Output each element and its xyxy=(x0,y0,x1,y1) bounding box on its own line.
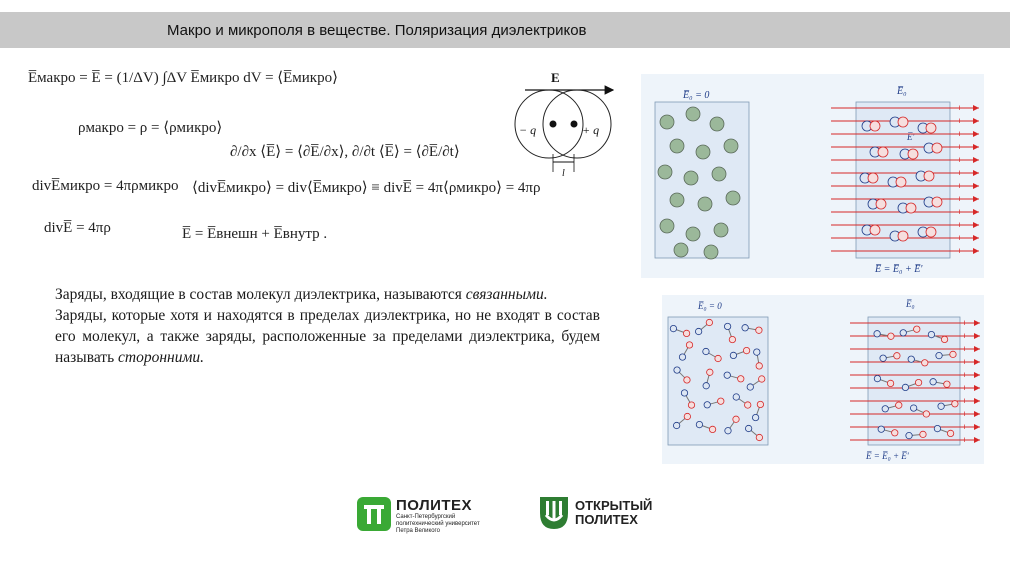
plus-sign: + xyxy=(957,142,963,152)
dipole-positive xyxy=(906,203,916,213)
molecule xyxy=(704,245,718,259)
dipole-positive xyxy=(947,430,953,436)
politech-name: ПОЛИТЕХ xyxy=(396,497,473,514)
molecule xyxy=(684,171,698,185)
plus-sign: + xyxy=(957,207,963,217)
plus-sign: + xyxy=(962,383,968,393)
formula-div-average: ⟨divE̅микро⟩ = div⟨E̅микро⟩ ≡ divE̅ = 4π⟨ρмикро⟩ = 4πρ xyxy=(192,180,541,196)
dipole-positive xyxy=(944,381,950,387)
paragraph-bound-charges xyxy=(55,284,600,305)
politech-logo-icon xyxy=(357,497,391,531)
dipole-negative xyxy=(900,330,906,336)
molecule xyxy=(726,191,740,205)
minus-sign: − xyxy=(842,246,848,256)
dipole-negative xyxy=(730,352,736,358)
dipole-negative xyxy=(696,421,702,427)
plus-sign: + xyxy=(962,409,968,419)
dipole-positive xyxy=(757,401,763,407)
dipole-positive xyxy=(718,398,724,404)
right-field-label-2: E̅₀ xyxy=(906,299,915,309)
dipole-negative xyxy=(754,349,760,355)
open-politech-line1: ОТКРЫТЫЙ xyxy=(575,498,653,513)
dipole-positive xyxy=(926,123,936,133)
plus-sign: + xyxy=(962,357,968,367)
minus-sign: − xyxy=(842,194,848,204)
dipole-positive xyxy=(920,431,926,437)
dipole-positive xyxy=(684,377,690,383)
dipole-positive xyxy=(756,434,762,440)
plus-sign: + xyxy=(957,168,963,178)
dipole-positive xyxy=(952,401,958,407)
plus-sign: + xyxy=(962,435,968,445)
dipole-negative xyxy=(747,384,753,390)
plus-sign: + xyxy=(962,396,968,406)
dipole-positive xyxy=(729,336,735,342)
figure2-caption: E̅ = E̅₀ + E̅' xyxy=(866,451,909,461)
dipole-negative xyxy=(878,426,884,432)
molecule xyxy=(670,139,684,153)
positive-charge xyxy=(571,121,578,128)
dipole-negative xyxy=(704,402,710,408)
dipole-positive xyxy=(684,413,690,419)
p1-emphasis: связанными. xyxy=(465,286,548,303)
dipole-negative xyxy=(679,354,685,360)
minus-sign: − xyxy=(842,207,848,217)
distance-label: l xyxy=(562,168,565,179)
minus-sign: − xyxy=(858,331,864,341)
plus-sign: + xyxy=(957,103,963,113)
molecule xyxy=(660,115,674,129)
minus-sign: − xyxy=(842,116,848,126)
dipole-positive xyxy=(756,327,762,333)
plus-sign: + xyxy=(957,233,963,243)
minus-sign: − xyxy=(842,142,848,152)
dipole-negative xyxy=(934,425,940,431)
open-politech-logo-icon xyxy=(538,495,570,531)
figure-nonpolar-dielectric xyxy=(641,74,984,278)
dipole-negative xyxy=(673,422,679,428)
dipole-negative xyxy=(882,406,888,412)
plus-sign: + xyxy=(957,194,963,204)
dipole-positive xyxy=(941,336,947,342)
dipole-negative xyxy=(703,383,709,389)
dipole-positive xyxy=(738,376,744,382)
plus-sign: + xyxy=(957,246,963,256)
dipole-positive xyxy=(878,147,888,157)
dipole-positive xyxy=(896,402,902,408)
minus-sign: − xyxy=(858,344,864,354)
minus-sign: − xyxy=(842,155,848,165)
definition-text xyxy=(55,284,600,368)
dipole-positive xyxy=(896,177,906,187)
dipole-positive xyxy=(759,376,765,382)
plus-sign: + xyxy=(962,370,968,380)
dipole-positive xyxy=(894,353,900,359)
right-field-label: E̅₀ xyxy=(897,86,907,97)
left-field-label: E̅₀ = 0 xyxy=(683,90,710,101)
minus-sign: − xyxy=(842,220,848,230)
inner-field-label: E̅' xyxy=(907,132,915,142)
negative-charge xyxy=(550,121,557,128)
plus-sign: + xyxy=(957,181,963,191)
plus-q-label: + q xyxy=(582,123,600,137)
dipole-positive xyxy=(876,199,886,209)
minus-sign: − xyxy=(858,396,864,406)
minus-sign: − xyxy=(842,168,848,178)
dipole-positive xyxy=(950,351,956,357)
field-e-label: E xyxy=(551,70,560,85)
molecule xyxy=(724,139,738,153)
formula-derivatives: ∂/∂x ⟨E̅⟩ = ⟨∂E̅/∂x⟩, ∂/∂t ⟨E̅⟩ = ⟨∂E̅/∂t⟩ xyxy=(230,144,460,160)
paragraph-external-charges xyxy=(55,305,600,368)
dipole-negative xyxy=(724,372,730,378)
open-politech-name xyxy=(575,499,652,527)
p1-text: Заряды, входящие в состав молекул диэлектрика, называются xyxy=(55,286,466,303)
dipole-positive xyxy=(733,416,739,422)
dipole-positive xyxy=(688,402,694,408)
dipole-negative xyxy=(906,432,912,438)
minus-sign: − xyxy=(842,129,848,139)
dipole-positive xyxy=(924,171,934,181)
dipole-negative xyxy=(695,328,701,334)
open-politech-line2: ПОЛИТЕХ xyxy=(575,512,638,527)
dipole-positive xyxy=(922,360,928,366)
dipole-positive xyxy=(683,330,689,336)
dipole-negative xyxy=(745,425,751,431)
minus-sign: − xyxy=(858,422,864,432)
dipole-negative xyxy=(908,356,914,362)
plus-sign: + xyxy=(962,422,968,432)
formulas-block xyxy=(20,62,541,257)
dipole-positive xyxy=(870,225,880,235)
molecule xyxy=(686,107,700,121)
molecule xyxy=(658,165,672,179)
dipole-positive xyxy=(709,426,715,432)
molecule xyxy=(660,219,674,233)
dipole-positive xyxy=(868,173,878,183)
molecule xyxy=(712,167,726,181)
dipole-negative xyxy=(880,355,886,361)
dipole-positive xyxy=(915,379,921,385)
left-slab-2 xyxy=(668,317,768,445)
p2-text: Заряды, которые хотя и находятся в пределах диэлектрика, но не входят в состав его молекул, а также заряды, расположенные за пределами диэлектрика, будем называть xyxy=(55,307,600,366)
molecule xyxy=(696,145,710,159)
dipole-negative xyxy=(670,325,676,331)
minus-sign: − xyxy=(842,233,848,243)
dipole-negative xyxy=(674,367,680,373)
dipole-positive xyxy=(745,402,751,408)
molecule xyxy=(714,223,728,237)
molecule xyxy=(698,197,712,211)
politech-sub-line1: Санкт-Петербургский xyxy=(396,514,456,520)
minus-sign: − xyxy=(842,181,848,191)
dipole-positive xyxy=(932,197,942,207)
dipole-positive xyxy=(923,411,929,417)
plus-sign: + xyxy=(957,155,963,165)
page-title: Макро и микрополя в веществе. Поляризация диэлектриков xyxy=(167,22,587,39)
dipole-positive xyxy=(908,149,918,159)
dipole-positive xyxy=(686,342,692,348)
dipole-negative xyxy=(910,405,916,411)
politech-sub-line2: политехнический университет xyxy=(396,521,480,527)
dipole-positive xyxy=(715,355,721,361)
dipole-positive xyxy=(898,231,908,241)
dipole-negative xyxy=(681,390,687,396)
molecule xyxy=(686,227,700,241)
dipole-negative xyxy=(733,394,739,400)
dipole-negative xyxy=(874,331,880,337)
formula-div-macro: divE̅ = 4πρ xyxy=(44,220,111,236)
plus-sign: + xyxy=(957,220,963,230)
dipole-negative xyxy=(902,384,908,390)
dipole-positive xyxy=(870,121,880,131)
figure-polar-dielectric xyxy=(662,295,984,464)
formula-div-micro: divE̅микро = 4πρмикро xyxy=(32,178,179,194)
dipole-positive xyxy=(756,363,762,369)
politech-sub-line3: Петра Великого xyxy=(396,528,440,534)
dipole-positive xyxy=(898,117,908,127)
left-field-label-2: E̅₀ = 0 xyxy=(698,301,722,311)
dipole-negative xyxy=(742,325,748,331)
dipole-positive xyxy=(892,430,898,436)
minus-q-label: − q xyxy=(519,123,537,137)
dipole-negative xyxy=(936,352,942,358)
dipole-negative xyxy=(724,323,730,329)
politech-subtitle xyxy=(396,514,480,535)
formula-density: ρмакро = ρ = ⟨ρмикро⟩ xyxy=(78,120,223,136)
minus-sign: − xyxy=(858,383,864,393)
molecule xyxy=(670,193,684,207)
dipole-diagram xyxy=(513,68,625,188)
dipole-negative xyxy=(874,375,880,381)
minus-sign: − xyxy=(858,370,864,380)
plus-sign: + xyxy=(962,318,968,328)
dipole-positive xyxy=(932,143,942,153)
dipole-negative xyxy=(703,348,709,354)
dipole-positive xyxy=(926,227,936,237)
dipole-negative xyxy=(752,414,758,420)
plus-sign: + xyxy=(962,331,968,341)
minus-sign: − xyxy=(858,318,864,328)
minus-sign: − xyxy=(858,357,864,367)
dipole-positive xyxy=(914,326,920,332)
figure1-caption: E̅ = E̅₀ + E̅' xyxy=(875,264,923,275)
minus-sign: − xyxy=(858,435,864,445)
minus-sign: − xyxy=(842,103,848,113)
molecule xyxy=(674,243,688,257)
dipole-positive xyxy=(706,319,712,325)
dipole-positive xyxy=(887,380,893,386)
dipole-negative xyxy=(725,428,731,434)
formula-macro-field: E̅макро = E̅ = (1/ΔV) ∫ΔV E̅микро dV = ⟨E̅микро⟩ xyxy=(28,70,338,86)
dipole-positive xyxy=(888,333,894,339)
minus-sign: − xyxy=(858,409,864,419)
dipole-negative xyxy=(930,379,936,385)
dipole-positive xyxy=(707,369,713,375)
dipole-negative xyxy=(928,331,934,337)
p2-emphasis: сторонними. xyxy=(118,349,205,366)
plus-sign: + xyxy=(962,344,968,354)
formula-field-sum: E̅ = E̅внешн + E̅внутр . xyxy=(182,226,328,242)
dipole-negative xyxy=(938,403,944,409)
molecule xyxy=(710,117,724,131)
plus-sign: + xyxy=(957,129,963,139)
dipole-positive xyxy=(743,347,749,353)
plus-sign: + xyxy=(957,116,963,126)
